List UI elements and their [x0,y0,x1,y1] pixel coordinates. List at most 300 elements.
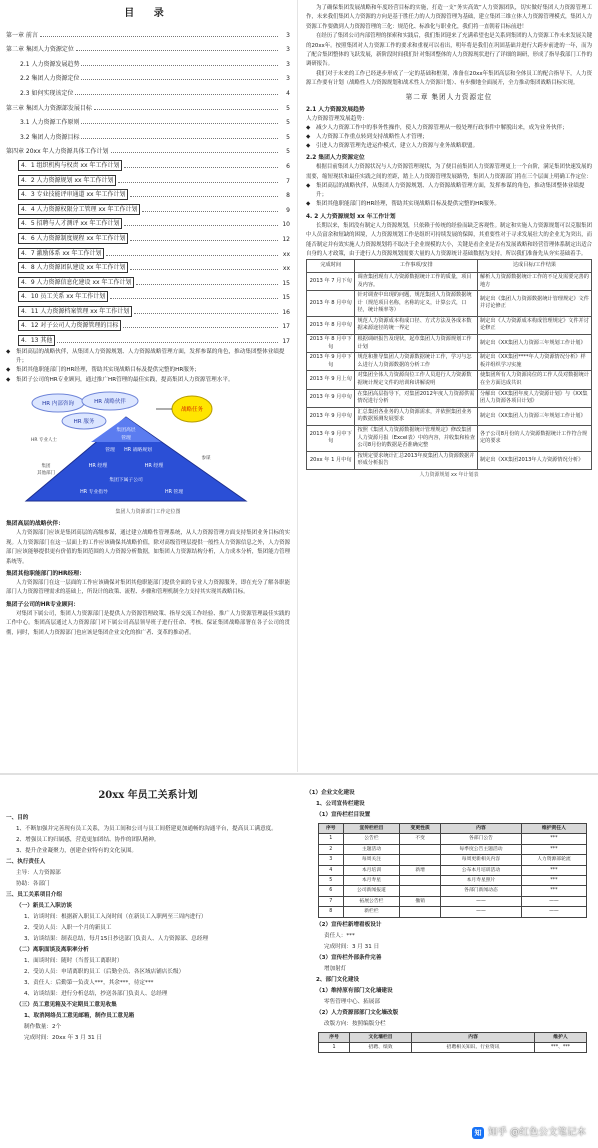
text-line: 主导：人力资源部 [16,870,61,876]
text-line: （二）离职面谈及离职率分析 [16,947,89,953]
table-cell: 制定出《XX集团人力资源三年规划工作计划》 [477,407,591,425]
side-right: 参谋 [201,455,211,461]
table-cell: 各子公司8月份的人力资源数据统计工作符合规定的要求 [477,426,591,452]
bullet-item [6,348,290,366]
side-left1: 集团 [41,463,51,469]
toc-entry-page: 6 [286,162,290,170]
node-sub: 集团下属子公司 [109,477,143,483]
column-header: 序号 [319,824,344,834]
toc-entry [6,317,290,332]
chapter2-heading: 第二章 集团人力资源定位 [405,92,493,101]
hr-plan-body [307,272,592,469]
table-cell: 20xx 年 1 月中旬 [307,451,355,469]
table-cell: 主题活动 [343,844,400,854]
table-cell: 按照《集团人力资源数据统计管理规定》修改集团人力资源月报（Excel表）中的内容，并收集和检查公司8月份的数据是否准确完整 [355,426,478,452]
toc-entry-page: 3 [286,60,290,68]
bullet-text: 引进人力资源管理先进运作模式，建立人力资源与业务战略联盟。 [316,143,479,150]
bullet-text: 集团子公司的HR专业顾问，通过推广HR管理的最佳实践，提高集团人力资源管理水平。 [16,376,234,383]
text-line: 1、不断加强并完善现有员工关系，为员工间和公司与员工间搭建更加通畅的沟通平台，提高员工满意度。 [16,826,277,832]
toc-entry [6,200,290,215]
toc-entry [6,171,290,186]
text-line: 责任人：*** [324,932,355,939]
table-cell: 2013 年 8 月中旬 [307,291,355,317]
table-row [319,886,587,896]
table-cell: *** [521,886,586,896]
node-strategy: HR 战略规划 [124,447,152,453]
toc-leader-dots [40,36,278,37]
diagram-svg [6,389,290,507]
text-line: 4、访谈结果：进行分析总结，抄送各部门负责人、总经理 [24,991,168,997]
table-cell: —— [521,896,586,906]
text-line: （1）维持原有部门文化墙建设 [316,987,393,994]
table-cell: 2013 年 7 月下旬 [307,272,355,290]
node-top: 集团高层 [116,427,136,433]
table-cell: 各部门新闻动态 [440,886,521,896]
bullet-text: 集团高层的战略伙伴，从集团人力资源规划、人力资源战略管理方面，发挥参谋的角色，推动集团整体业绩提升； [16,349,285,365]
toc-entry [6,156,290,171]
page-culture [300,776,598,1148]
table-cell: *** [521,844,586,854]
bulletin-board-table [318,823,587,918]
table-cell [400,876,441,886]
text-line: 改版方向：按照编版分栏 [324,1020,386,1027]
bullet-item [306,200,592,209]
table-cell: 2 [319,844,344,854]
positioning-bullets [6,348,290,385]
toc-leader-dots [136,284,278,285]
table-cell: 本月寿星 [343,876,400,886]
bullet-text: 人力资源工作重点转到支持战略性人才管理； [316,133,428,140]
positioning-sections [6,519,290,638]
table-cell [400,907,441,917]
hr-plan-table [306,259,592,470]
node-hr-expert: HR 专业人士 [31,437,57,443]
text-line: 零售管理中心、拓展部 [324,998,380,1005]
table-cell: 使集团所有人力资源岗位的工作人员对数据统计在全方面达成共识 [477,371,591,389]
toc-entry [6,142,290,157]
table-row [319,865,587,875]
text-line: 2、部门文化建设 [316,976,360,983]
culture-lines-top [306,788,592,821]
toc-entry [6,229,290,244]
toc-entry-page: 17 [282,323,290,331]
text-line: 协助：各部门 [16,881,50,887]
diamond-bullet-icon: ◆ [6,367,11,374]
toc-entry [6,54,290,69]
table-row [307,272,592,290]
toc-entry-page: 5 [286,148,290,156]
table-cell: 5 [319,876,344,886]
toc-entry [6,244,290,259]
toc-entry-page: 3 [286,31,290,39]
table-cell: 拓展公告栏 [343,896,400,906]
toc-entry [6,69,290,84]
toc-entry-label: 4．10 员工关系 xx 年工作计划 [18,291,108,302]
table-cell: 根据调研报告及现状，起草集团人力资源规划工作计划 [355,335,478,353]
toc-entry-label: 4．7 激励体系 xx 年工作计划 [18,248,104,259]
table-cell: 2013 年 8 月中旬 [307,316,355,334]
toc-entry-page: 3 [286,46,290,54]
toc-entry-label: 2.1 人力资源发展趋势 [20,60,80,68]
table-row [319,834,587,844]
positioning-diagram [6,389,290,507]
toc-entry-label: 4．4 人力资源权限分工管理 xx 年工作计划 [18,204,140,215]
zhihu-logo-icon: 知 [472,1127,484,1139]
toc-entry-label: 4．9 人力资源信息化建设 xx 年工作计划 [18,277,134,288]
section-heading: 集团高层的战略伙伴： [6,521,64,528]
text-line: 3、访谈结果：制表总结，每月15日抄送部门负责人、人力资源部、总经理 [24,936,209,942]
text-line: （三）员工意见箱及不定期员工意见收集 [16,1002,117,1008]
table-cell: 公司新闻报道 [343,886,400,896]
node-hr-service: HR 服务 [73,418,95,425]
text-line: 二、执行责任人 [6,859,46,865]
text-line: 2、增强员工的归属感，营造更加团结、协作的团队精神。 [16,837,160,843]
table-cell: 2013 年 9 月中旬 [307,389,355,407]
table-cell: 2013 年 9 月中下旬 [307,353,355,371]
toc-entry-page: 4 [286,89,290,97]
employee-plan-lines [6,813,290,1044]
toc-leader-dots [124,225,278,226]
toc-entry-label: 4．6 人力资源制度规程 xx 年工作计划 [18,233,128,244]
section-2-1-bullets [306,124,592,152]
bullet-item [306,142,592,151]
table-cell: 2013 年 9 月上旬 [307,371,355,389]
text-line: （1）宣传栏栏目设置 [316,812,371,818]
toc-leader-dots [81,79,278,80]
toc-entry [6,113,290,128]
bullet-item [6,376,290,385]
toc-entry [6,259,290,274]
table-cell: 3 [319,855,344,865]
table-cell: *** [521,865,586,875]
table-cell: 7 [319,896,344,906]
table-cell: 对集团全体人力资源岗位工作人员进行人力资源数据统计规定文件的培训和讲解说明 [355,371,478,389]
table-row [307,426,592,452]
table-cell: 制定出《集团人力资源数据统计管理规定》文件并讨论修正 [477,291,591,317]
column-header: 达成目标/工作结果 [477,260,591,273]
toc-entry [6,215,290,230]
table-cell: 2013 年 9 月中下旬 [307,426,355,452]
toc-entry-label: 4．13 其他 [18,335,55,346]
table-cell: 公告栏 [343,834,400,844]
diamond-bullet-icon: ◆ [306,201,311,208]
diamond-bullet-icon: ◆ [6,376,11,383]
table-cell: 汇总集团各业务的人力资源需求，并依照集团业务的数据预测发展要求 [355,407,478,425]
toc-entry-page: 17 [282,338,290,346]
node-hr-manager: HR 经理 [88,462,108,469]
bullet-text: 减少人力资源工作中的事务性操作，使人力资源管理从一般处理行政事件中解脱出来，成为业务伙伴； [316,124,568,131]
table-cell: 2013 年 9 月中旬 [307,407,355,425]
text-line: 2、受访人员：入职一个月的新员工 [24,925,112,931]
text-line: 一、目的 [6,815,29,821]
culture-wall-header [319,1032,587,1042]
table-cell: 规范人力资源成本构成口径、方式方法及各成本数据来源途径的统一界定 [355,316,478,334]
table-cell [400,886,441,896]
table-cell: —— [440,907,521,917]
node-hr-manage: HR 管理 [164,489,184,495]
toc-entry-label: 2.3 如何实现该定位 [20,89,74,97]
text-line: 2、受访人员：申请离职的员工（后勤全员、各区域店铺店长级） [24,969,185,975]
table-cell: 1 [319,1043,350,1053]
table-cell: 招聘相关知识、行业资讯 [411,1043,534,1053]
side-left2: 其他部门 [37,470,55,476]
text-line: 3、提升企业凝聚力，创建企业特有的文化氛围。 [16,848,138,854]
toc-entry-label: 2.2 集团人力资源定位 [20,75,80,83]
table-cell: 1 [319,834,344,844]
text-line: 增加射灯 [324,965,347,972]
node-mgmt2: 管理 [105,447,115,453]
text-line: 制作数量：2个 [24,1024,62,1030]
text-line: 1、取消网络员工意见邮箱，制作员工意见箱 [24,1013,135,1019]
table-row [319,907,587,917]
column-header: 工作事项/安排 [355,260,478,273]
table-row [307,389,592,407]
toc-leader-dots [130,269,278,270]
diamond-bullet-icon: ◆ [306,183,311,190]
toc-leader-dots [123,327,278,328]
table-cell: 制定出《XX集团****年人力资源情况分析》样板并组织学习实施 [477,353,591,371]
toc-entry-label: 4．1 组织机构与权责 xx 年工作计划 [18,160,122,171]
table-cell: —— [440,896,521,906]
bulletin-board-body [319,834,587,917]
bullet-text: 集团高层的战略伙伴，从集团人力资源规划、人力资源战略管理方面，发挥参谋的角色，推动集团整体业绩提升； [316,183,585,199]
node-hr-guide: HR 专业指导 [80,489,108,495]
text-line: 1、面谈时间：随时（当普员工离职时） [24,958,123,964]
table-cell: 招聘、绩效 [350,1043,412,1053]
table-cell: 8 [319,907,344,917]
toc-entry-label: 4．2 人力资源规划 xx 年工作计划 [18,175,116,186]
toc-entry [6,186,290,201]
toc-entry [6,98,290,113]
node-mgmt1: 管理 [121,435,131,441]
table-row [307,371,592,389]
page-toc [0,0,296,772]
section-2-2-title: 2.2 集团人力资源定位 [306,155,365,162]
table-cell: 不变 [400,834,441,844]
table-cell: 制定出《人力资源成本构成管理规定》文件并讨论修正 [477,316,591,334]
table-cell: ***、*** [535,1043,587,1053]
toc-leader-dots [94,109,278,110]
column-header: 维护人 [535,1032,587,1042]
bullet-text: 集团其他职能部门的HR经理，帮助其实现战略目标及提供完整的HR服务。 [316,201,500,208]
toc-entry-label: 4．12 对子公司人力资源管理的目标 [18,320,121,331]
hr-plan-caption: 人力资源规划 xx 年计划表 [419,471,479,478]
node-goal: 战略任务 [180,406,204,413]
table-cell: 每周关注 [343,855,400,865]
table-cell: 6 [319,886,344,896]
toc-leader-dots [81,123,278,124]
node-hr-mgr2: HR 经理 [144,462,164,469]
bullet-text: 集团其他职能部门的HR经理，帮助其实现战略目标及提供完整的HR服务； [16,367,200,374]
toc-entry [6,83,290,98]
table-cell: 人力资源部轮流 [521,855,586,865]
toc-leader-dots [57,342,278,343]
bullet-item [6,366,290,375]
section-2-2-bullets [306,182,592,210]
toc-entry-page: 9 [286,206,290,214]
table-cell: 按规定要求统计汇总2013年度集团人力资源数据并形成分析报告 [355,451,478,469]
toc-leader-dots [130,240,278,241]
toc-leader-dots [111,152,278,153]
section-heading: 集团其他职能部门的HR经理： [6,571,85,577]
toc-entry-label: 第四章 20xx 年人力资源具体工作计划 [6,148,109,156]
table-cell: *** [521,834,586,844]
table-cell: 撤销 [400,896,441,906]
toc-entry-label: 4．11 人力资源档案管理 xx 年工作计划 [18,306,132,317]
toc-entry [6,331,290,346]
text-line: （3）宣传栏外部条件完善 [316,954,382,961]
table-row [319,855,587,865]
intro-paragraph: 在经历了集团公司内部管理的探索和实践后，我们集团迎来了充满希望也是关系到集团的人力资源工作未来发展关键的20xx年。按照集团对人力资源工作的要求和重视可以看出，明年将是我们在巩固基础并进行大跨步前进的一年，而为了配合集团整体的飞跃发展，新阶段时间我们针对集团整体的人力资源现状进行了详细的调研，形成了指导我部门工作的调研报告。 [306,33,592,68]
diamond-bullet-icon: ◆ [306,133,311,140]
table-cell: 新增 [400,865,441,875]
section-4-2-title: 4. 2 人力资源规划 xx 年工作计划 [306,213,396,220]
toc-entry-page: xx [282,265,290,273]
toc-entry-page: 7 [286,177,290,185]
table-cell: —— [521,907,586,917]
toc-entry-label: 4．8 人力资源团队建设 xx 年工作计划 [18,262,128,273]
table-row [307,291,592,317]
section-text: 对集团下属公司，集团人力资源部门是提供人力资源管理政策、指导交流工作经验、推广人力资源管理最佳实践的工作中心。集团高层通过人力资源部门对下属公司高层领导班子进行任命、考核、保证集团战略部署在各子公司的贯彻，同时，集团人力资源部门也应该是集团企业文化的推广者、变革的推动者。 [6,610,290,636]
employee-plan-title: 20xx 年员工关系计划 [98,790,198,801]
column-divider [297,0,298,772]
intro-paragraph: 为了确保集团发展战略和年度经营目标的实施，打造一支“务实高效”人力资源团队，切实做好集团人力资源管理工作，未来我们集团人力资源的方向是基于胜任力的人力资源管理为基础，建立集团三维立体人力资源管理模式，集团人力资源工作要做到人力资源管理的三化：规范化、标准化与职业化，我们将一直朝着目标前进！ [306,5,592,30]
toc-entry-label: 4．5 招聘与人才测评 xx 年工作计划 [18,218,122,229]
table-cell: 制定出《XX集团人力资源三年规划工作计划》 [477,335,591,353]
toc-entry-label: 4．3 专业技能评审通道 xx 年工作计划 [18,189,128,200]
table-cell: 2013 年 8 月中下旬 [307,335,355,353]
culture-lines-mid [306,920,592,1030]
section-heading: 集团子公司的HR专业顾问： [6,601,80,608]
text-line: 1、公司宣传栏建设 [316,801,365,807]
toc-entry [6,127,290,142]
toc-entry-page: xx [282,250,290,258]
diamond-bullet-icon: ◆ [306,124,311,131]
column-header: 内容 [411,1032,534,1042]
section-4-2-text: 长期以来，集团没有制定人力资源规划，只依赖于传统的经验而缺乏客观性。制定和实施人力资源规划可以克服集团中人员富余和短缺的困境，人力资源规划工作是组织可持续发展的保障，其重要性对于寻求发展壮大的企业尤为突出，而能否制定并有效实施人力资源规划将不取决于企业规模的大小，关键是看企业是否有发展战略和经营管理体系制定出适合自身的人才政策，由于进行人力资源规划需要大量的人力资源统计基础数据为支持，所以我们准备先从夯实基础着手。 [306,222,592,257]
page-chapter2 [300,0,598,772]
text-line: 完成时间：20xx 年 3 月 31 日 [24,1035,103,1041]
table-cell: 分解出《XX集团年度人力资源计划》与《XX集团人力资源各项目计划》 [477,389,591,407]
page-employee-relations [0,776,296,1148]
text-line: 完成时间：3 月 31 日 [324,943,380,950]
toc-entry [6,25,290,40]
toc-entry [6,40,290,55]
bullet-item [306,124,592,133]
table-row [307,353,592,371]
toc-leader-dots [142,211,278,212]
section-2-2-text: 根据目前集团人力资源状况与人力资源管理现状，为了便目前集团人力资源管理更上一个台阶，满足集团快速发展的需要，缩短现状和最佳实践之间的差距，踏上人力资源管理发展路势，集团人力资源部门将在三个层面上明确工作定位： [306,164,592,180]
text-line: 3、责任人：后勤第一负责人***，其余***，待定*** [24,980,154,986]
toc-entry-page: 8 [286,192,290,200]
toc-leader-dots [81,138,278,139]
culture-wall-table [318,1032,587,1054]
toc-entry-label: 3.2 集团人力资源目标 [20,133,80,141]
table-cell: 制定出《XX集团2013年人力资源情况分析》 [477,451,591,469]
table-cell: 本月培训 [343,865,400,875]
intro-paragraph: 我们对于未来的工作已经逐步形成了一定的基础和框架，准备在20xx年集团高层和全体员工的配合指导下，人力资源工作要有计划（战略性人力资源规划和战术性人力资源计划）、有步骤地全面展开，全力推动集团战略目标实现。 [306,70,592,87]
toc-leader-dots [130,196,278,197]
column-header: 维护责任人 [521,824,586,834]
row-divider [0,773,598,775]
toc-leader-dots [76,50,278,51]
column-header: 宣传栏栏目 [343,824,400,834]
column-header: 完成时间 [307,260,355,273]
text-line: （2）人力资源部部门文化墙改版 [316,1009,399,1016]
toc-leader-dots [110,298,278,299]
toc-entry-page: 16 [282,308,290,316]
node-hr-team: HR 内部咨询 [42,400,74,407]
table-row [319,896,587,906]
text-line: （一）新员工入职访谈 [16,903,72,909]
toc-entry-label: 第二章 集团人力资源定位 [6,46,74,54]
toc-leader-dots [81,65,278,66]
table-cell [400,855,441,865]
watermark-text: 知乎 @红色公文笔记本 [487,1126,586,1138]
bulletin-board-header [319,824,587,834]
toc-entry-page: 5 [286,133,290,141]
toc-leader-dots [118,182,278,183]
table-row [307,316,592,334]
table-row [319,1043,587,1053]
table-cell: 解析人力资源数据统计工作的不足及需要完善的地方 [477,272,591,290]
section-2-1-title: 2.1 人力资源发展趋势 [306,106,365,113]
table-row [319,876,587,886]
table-cell: 公布本月培训活动 [440,865,521,875]
bullet-item [306,133,592,142]
text-line: 1、访谈时间：根据新入职员工入岗时间（在新员工入职两至三周内进行） [24,914,207,920]
table-cell: 调查集团现有人力资源数据统计工作的质量，项目及内容。 [355,272,478,290]
table-cell [400,844,441,854]
toc-title: 目 录 [124,8,172,19]
table-cell: 各部门公告 [440,834,521,844]
toc-list [6,25,290,346]
column-header: 序号 [319,1032,350,1042]
section-text: 人力资源部门应该是集团高层的高级参谋，通过建立战略性管理系统，从人力资源管理方面支持集团业务目标的实现。人力资源部门在这一层面上的工作应该确保其战略价值，除对高级管理层提供一般性人力资源信息之外，人力资源部门应该能够提供更有价值的集团范围的人力资源分析数据，如集团人力资源结构分析，人力成本分析，集团能力管理系统等。 [6,530,290,565]
text-line: （2）宣传栏新增看板设计 [316,921,382,928]
toc-entry-page: 5 [286,119,290,127]
table-cell: 规范和推导集团人力资源数据统计工作，学习与怎么进行人力资源数据的分析工作 [355,353,478,371]
watermark [472,1126,586,1140]
toc-entry-page: 5 [286,104,290,112]
table-cell: 在集团高层指导下，对集团2012年度人力资源供需情况进行分析 [355,389,478,407]
toc-entry-label: 第三章 集团人力资源部发展目标 [6,104,92,112]
toc-entry-page: 12 [282,235,290,243]
toc-leader-dots [134,313,278,314]
toc-entry-page: 15 [282,279,290,287]
table-cell: 4 [319,865,344,875]
node-hr-partner: HR 战略伙伴 [94,398,126,405]
table-row [307,335,592,353]
toc-entry-page: 10 [282,221,290,229]
table-cell: 每周更新相关内容 [440,855,521,865]
section-text: 人力资源部门在这一层面的工作应该确保对集团其他职能部门提供全面的专业人力资源服务，即在充分了解各职能部门人力资源管理需求的基础上，所设计的政策、流程、步骤和管理机制全力支持其实现其战略目标。 [6,580,290,596]
text-line: （1）企业文化建设 [306,790,355,796]
section-2-1-sub: 人力资源管理发展趋势： [306,115,368,122]
table-cell: *** [521,876,586,886]
diamond-bullet-icon: ◆ [6,349,11,356]
table-cell: 针对调查中出现的问题，规范集团人力资源数据统计（规范项目名称，名称的定义，计算公式，口径，统计频率等） [355,291,478,317]
toc-leader-dots [124,167,278,168]
table-cell: 每季度公告主题活动 [440,844,521,854]
table-row [307,407,592,425]
toc-entry [6,302,290,317]
table-cell: 新栏栏 [343,907,400,917]
toc-entry [6,273,290,288]
toc-leader-dots [75,94,278,95]
column-header: 内容 [440,824,521,834]
diamond-bullet-icon: ◆ [306,143,311,150]
